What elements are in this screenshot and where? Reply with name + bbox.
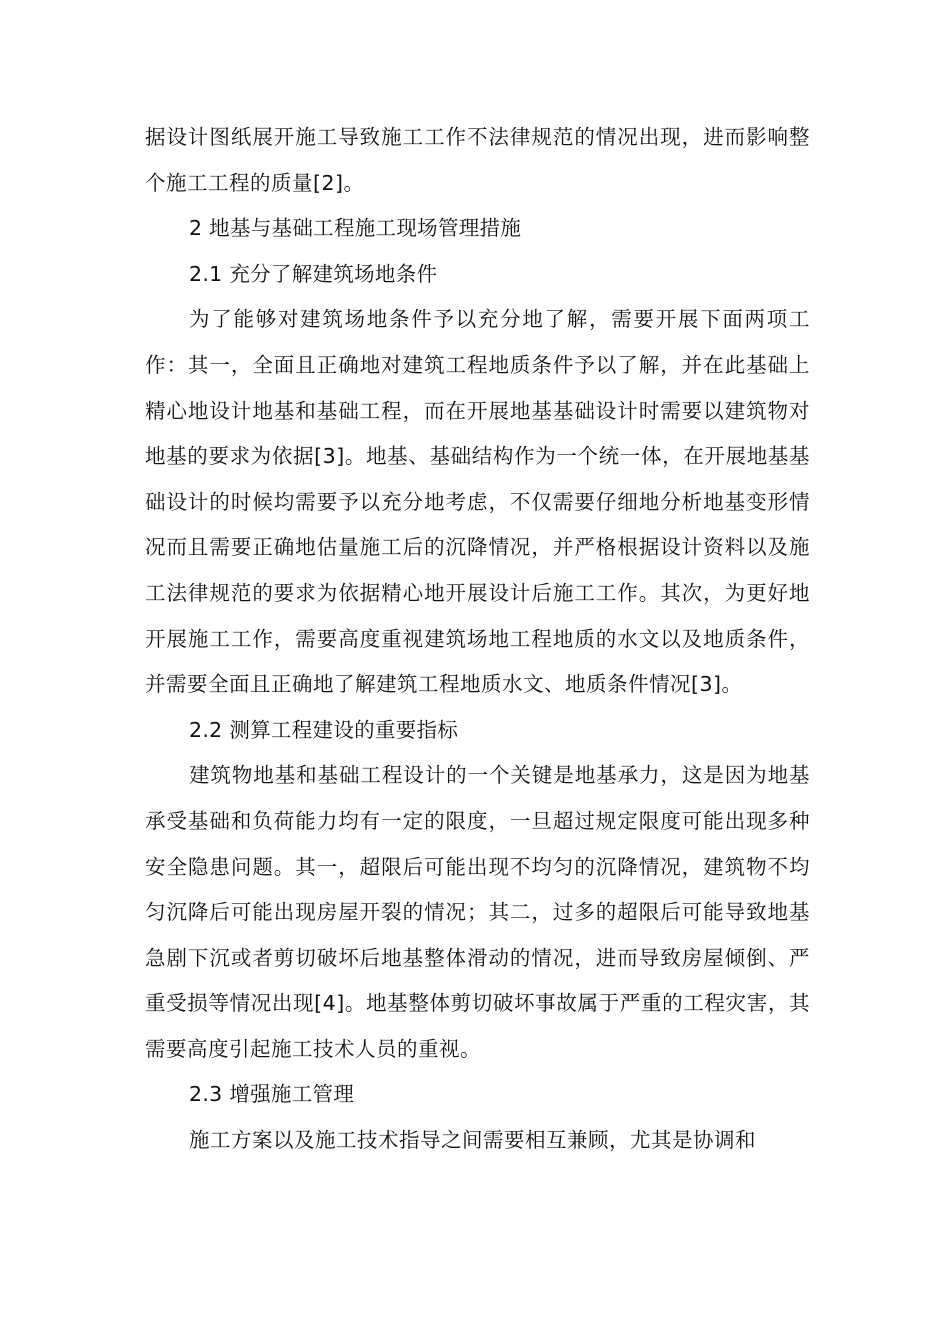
subsection-heading-2-2: 2.2 测算工程建设的重要指标 bbox=[189, 717, 459, 742]
subsection-heading-2-3: 2.3 增强施工管理 bbox=[189, 1082, 355, 1107]
paragraph-construction-management: 施工方案以及施工技术指导之间需要相互兼顾，尤其是协调和 bbox=[189, 1128, 756, 1153]
document-body bbox=[145, 115, 810, 1164]
paragraph-key-indicators: 建筑物地基和基础工程设计的一个关键是地基承力，这是因为地基承受基础和负荷能力均有一定的限度，一旦超过规定限度可能出现多种安全隐患问题。其一，超限后可能出现不均匀的沉降情况，建筑物不均匀沉降后可能出现房屋开裂的情况；其二，过多的超限后可能导致地基急剧下沉或者剪切破坏后地基整体滑动的情况，进而导致房屋倾倒、严重受损等情况出现[4]。地基整体剪切破坏事故属于严重的工程灾害，其需要高度引起施工技术人员的重视。 bbox=[145, 763, 810, 1061]
section-heading-2: 2 地基与基础工程施工现场管理措施 bbox=[189, 216, 522, 241]
subsection-heading-2-1: 2.1 充分了解建筑场地条件 bbox=[189, 261, 438, 286]
paragraph-continuation: 据设计图纸展开施工导致施工工作不法律规范的情况出现，进而影响整个施工工程的质量[2]。 bbox=[145, 125, 810, 195]
paragraph-site-conditions: 为了能够对建筑场地条件予以充分地了解，需要开展下面两项工作：其一，全面且正确地对建筑工程地质条件予以了解，并在此基础上精心地设计地基和基础工程，而在开展地基基础设计时需要以建筑物对地基的要求为依据[3]。地基、基础结构作为一个统一体，在开展地基基础设计的时候均需要予以充分地考虑，不仅需要仔细地分析地基变形情况而且需要正确地估量施工后的沉降情况，并严格根据设计资料以及施工法律规范的要求为依据精心地开展设计后施工工作。其次，为更好地开展施工工作，需要高度重视建筑场地工程地质的水文以及地质条件，并需要全面且正确地了解建筑工程地质水文、地质条件情况[3]。 bbox=[145, 307, 810, 697]
